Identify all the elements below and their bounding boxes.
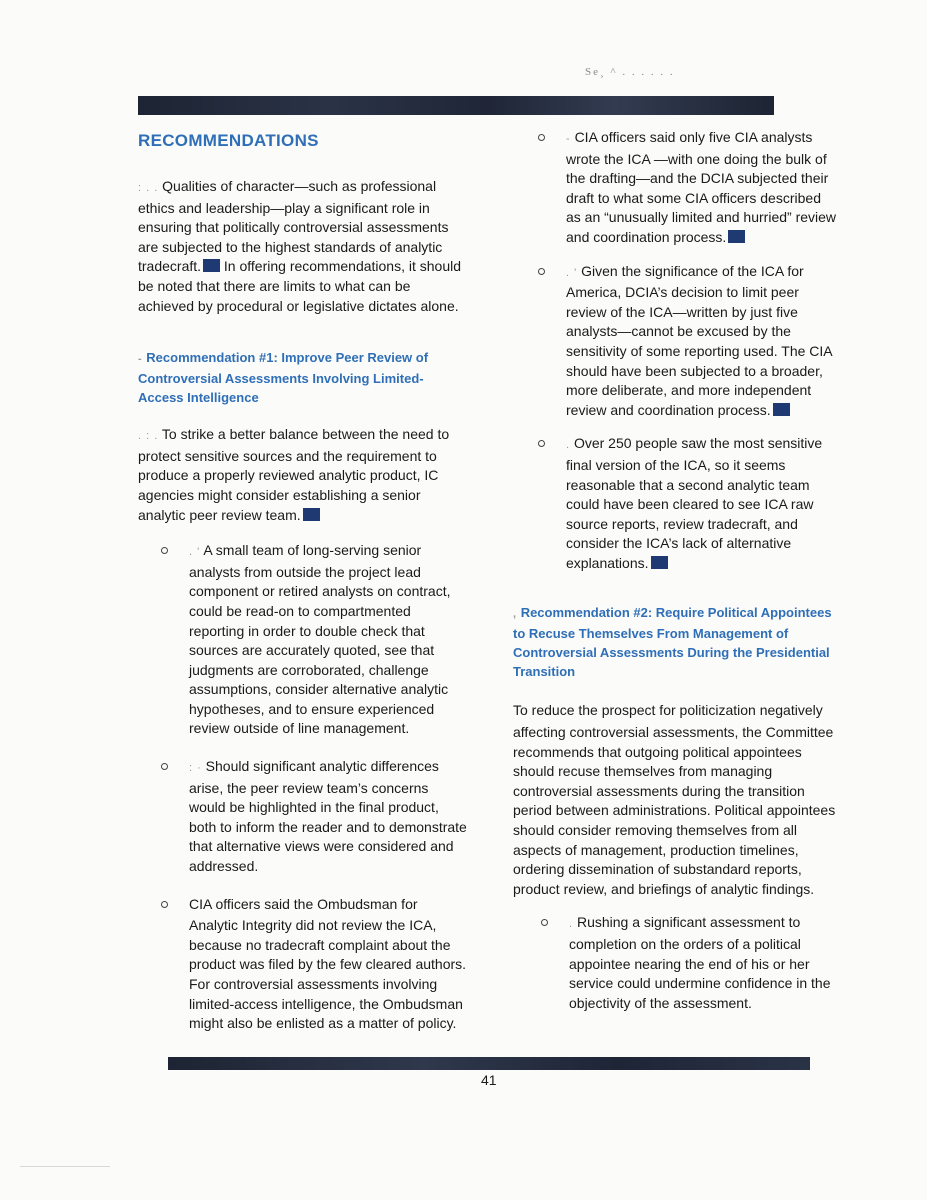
redaction-box	[728, 230, 745, 243]
bullet-text: Rushing a significant assessment to completion on the orders of a political appointee nearing the end of his or her service could undermine confidence in the objectivity of the assessment.	[569, 914, 831, 1011]
portion-marking: .	[569, 918, 574, 931]
recommendation-2-heading	[513, 603, 838, 681]
portion-marking: . '	[566, 266, 578, 279]
portion-marking: . : .	[138, 430, 159, 443]
bullet-icon	[161, 763, 168, 770]
bullet-icon	[538, 134, 545, 141]
bullet-icon	[538, 440, 545, 447]
recommendation-1-text: To strike a better balance between the need to protect sensitive sources and the requirement to produce a properly reviewed analytic product, IC agencies might consider establishing a senior analytic peer review team.	[138, 426, 450, 523]
bullet-text: Should significant analytic differences arise, the peer review team’s concerns would be highlighted in the final product, both to inform the reader and to demonstrate that alternative views were considered and addressed.	[189, 758, 467, 875]
bullet-text: CIA officers said only five CIA analysts wrote the ICA —with one doing the bulk of the drafting—and the DCIA subjected their draft to what some CIA officers described as an “unusually limited and hurried” review and coordination process.	[566, 129, 837, 245]
portion-marking: -	[138, 353, 143, 366]
page-number: 41	[481, 1072, 497, 1088]
list-item	[538, 434, 838, 573]
redaction-box	[203, 259, 220, 272]
bullet-text: Given the significance of the ICA for America, DCIA’s decision to limit peer review of the ICA—written by just five analysts—cannot be excused by the sensitivity of some reporting used. The CIA should have been subjected to a broader, more deliberate, and more independent review and coordination process.	[566, 262, 832, 418]
right-column	[513, 128, 838, 1013]
list-item	[161, 895, 468, 1034]
recommendation-1-bullets-continued	[513, 128, 838, 573]
list-item	[538, 262, 838, 421]
redaction-box	[651, 556, 668, 569]
section-title: RECOMMENDATIONS	[138, 131, 319, 150]
portion-marking: .	[566, 439, 571, 452]
portion-marking: -	[566, 133, 571, 145]
recommendation-1-paragraph	[138, 425, 468, 525]
recommendation-2-text: To reduce the prospect for politicization negatively affecting controversial assessments, the Committee recommends that outgoing political appointees should recuse themselves from managing controversial assessments during the transition period between administrations. Political appointees should consider removing themselves from all aspects of management, production timelines, ordering dissemination of substandard reports, product review, and briefings of analytic findings.	[513, 702, 836, 897]
redaction-box	[773, 403, 790, 416]
intro-paragraph	[138, 177, 468, 316]
recommendation-2-paragraph	[513, 701, 838, 899]
bullet-icon	[161, 901, 168, 908]
portion-marking: : ·	[189, 762, 202, 775]
bullet-text: Over 250 people saw the most sensitive final version of the ICA, so it seems reasonable that a second analytic team could have been cleared to see ICA raw source reports, review tradecraft, and consider the ICA’s lack of alternative explanations.	[566, 435, 823, 571]
redaction-box	[303, 508, 320, 521]
portion-marking: : . .	[138, 182, 159, 194]
scan-artifact-line	[20, 1166, 110, 1167]
header-classification-marking: Se¸ ^ . . . . . .	[585, 66, 675, 78]
list-item	[161, 757, 468, 877]
portion-marking: . '	[189, 546, 201, 559]
recommendation-2-bullets	[513, 913, 838, 1013]
list-item	[538, 128, 838, 248]
top-banner-bar	[138, 96, 774, 115]
bullet-text: CIA officers said the Ombudsman for Analytic Integrity did not review the ICA, because no tradecraft complaint about the product was filed by the few cleared authors. For controversial assessments involving limited-access intelligence, the Ombudsman might also be enlisted as a matter of policy.	[189, 895, 467, 1032]
bullet-icon	[161, 547, 168, 554]
bullet-icon	[538, 268, 545, 275]
bottom-banner-bar	[168, 1057, 810, 1070]
left-column	[138, 128, 468, 1034]
list-item	[541, 913, 838, 1013]
recommendation-1-heading	[138, 348, 468, 407]
portion-marking: ,	[513, 608, 518, 621]
bullet-icon	[541, 919, 548, 926]
bullet-text: A small team of long-serving senior analysts from outside the project lead component or retired analysts on contract, could be read-on to compartmented reporting in order to double check that sources are accurately quoted, see that judgments are corroborated, challenge assumptions, consider alternative analytic hypotheses, and to ensure experienced review outside of line management.	[189, 542, 451, 737]
recommendation-2-heading-text: Recommendation #2: Require Political Appointees to Recuse Themselves From Management of Controversial Assessments During the Presidential Transition	[513, 605, 832, 680]
recommendation-1-bullets	[138, 541, 468, 1034]
recommendation-1-heading-text: Recommendation #1: Improve Peer Review of Controversial Assessments Involving Limited-Access Intelligence	[138, 350, 429, 406]
intro-text-2: In offering recommendations, it should be noted that there are limits to what can be achieved by procedural or legislative dictates alone.	[138, 258, 462, 314]
list-item	[161, 541, 468, 739]
intro-text: Qualities of character—such as professional ethics and leadership—play a significant role in ensuring that politically controversial assessments are subjected to the highest standards of analytic tradecraft.	[138, 178, 449, 275]
